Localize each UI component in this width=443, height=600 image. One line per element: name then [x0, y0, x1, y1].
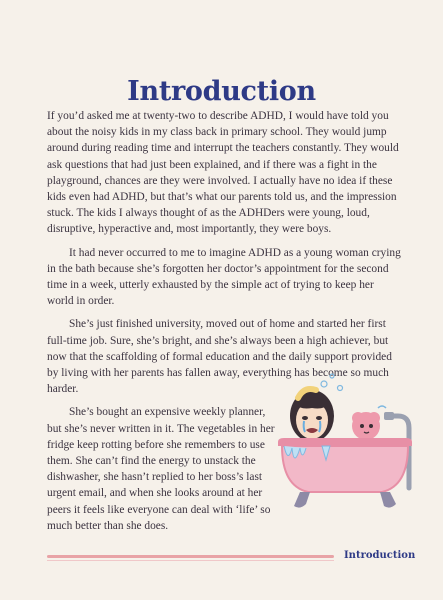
- footer-divider-thin: [47, 560, 334, 561]
- tub-foot-right: [380, 492, 396, 508]
- tub-foot-left: [294, 492, 310, 508]
- footer-divider: [47, 555, 334, 558]
- paragraph-4: She’s bought an expensive weekly planner, but she’s never written in it. The vegetables in her fridge keep rotting before she remembers to use them. She can’t find the energy to unstack the dishwasher, she hasn’t replied to her boss’s last urgent email, and when she looks around at her peers it feels like everyone can deal with ‘life’ so much better than she does.: [47, 406, 275, 532]
- paragraph-1: If you’d asked me at twenty-two to describe ADHD, I would have told you about the noisy kids in my class back in primary school. They would jump around during reading time and interrupt the teachers constantly. They would ask questions that had just been explained, and if there was a fight in the playground, chances are they were involved. I actually have no idea if these kids even had ADHD, but that’s what our parents told us, and the impression stuck. The kids I always thought of as the ADHDers were young, loud, disruptive, hyperactive and, most importantly, they were boys.: [47, 110, 399, 236]
- paragraph-3: She’s just finished university, moved out of home and started her first full-time job. Sure, she’s bright, and she’s always been a high achiever, but now that the scaffolding of formal education and the daily support provided by living with her parents has fallen away, everything has become so much harder.: [47, 318, 392, 396]
- footer-section-label: Introduction: [344, 550, 416, 561]
- paragraph-2: It had never occurred to me to imagine ADHD as a young woman crying in the bath because she’s forgotten her doctor’s appointment for the second time in a week, utterly exhausted by the simple act of trying to keep her world in order.: [47, 246, 401, 308]
- woman-crying-in-bathtub-illustration: [274, 368, 424, 523]
- page-title: Introduction: [127, 76, 316, 108]
